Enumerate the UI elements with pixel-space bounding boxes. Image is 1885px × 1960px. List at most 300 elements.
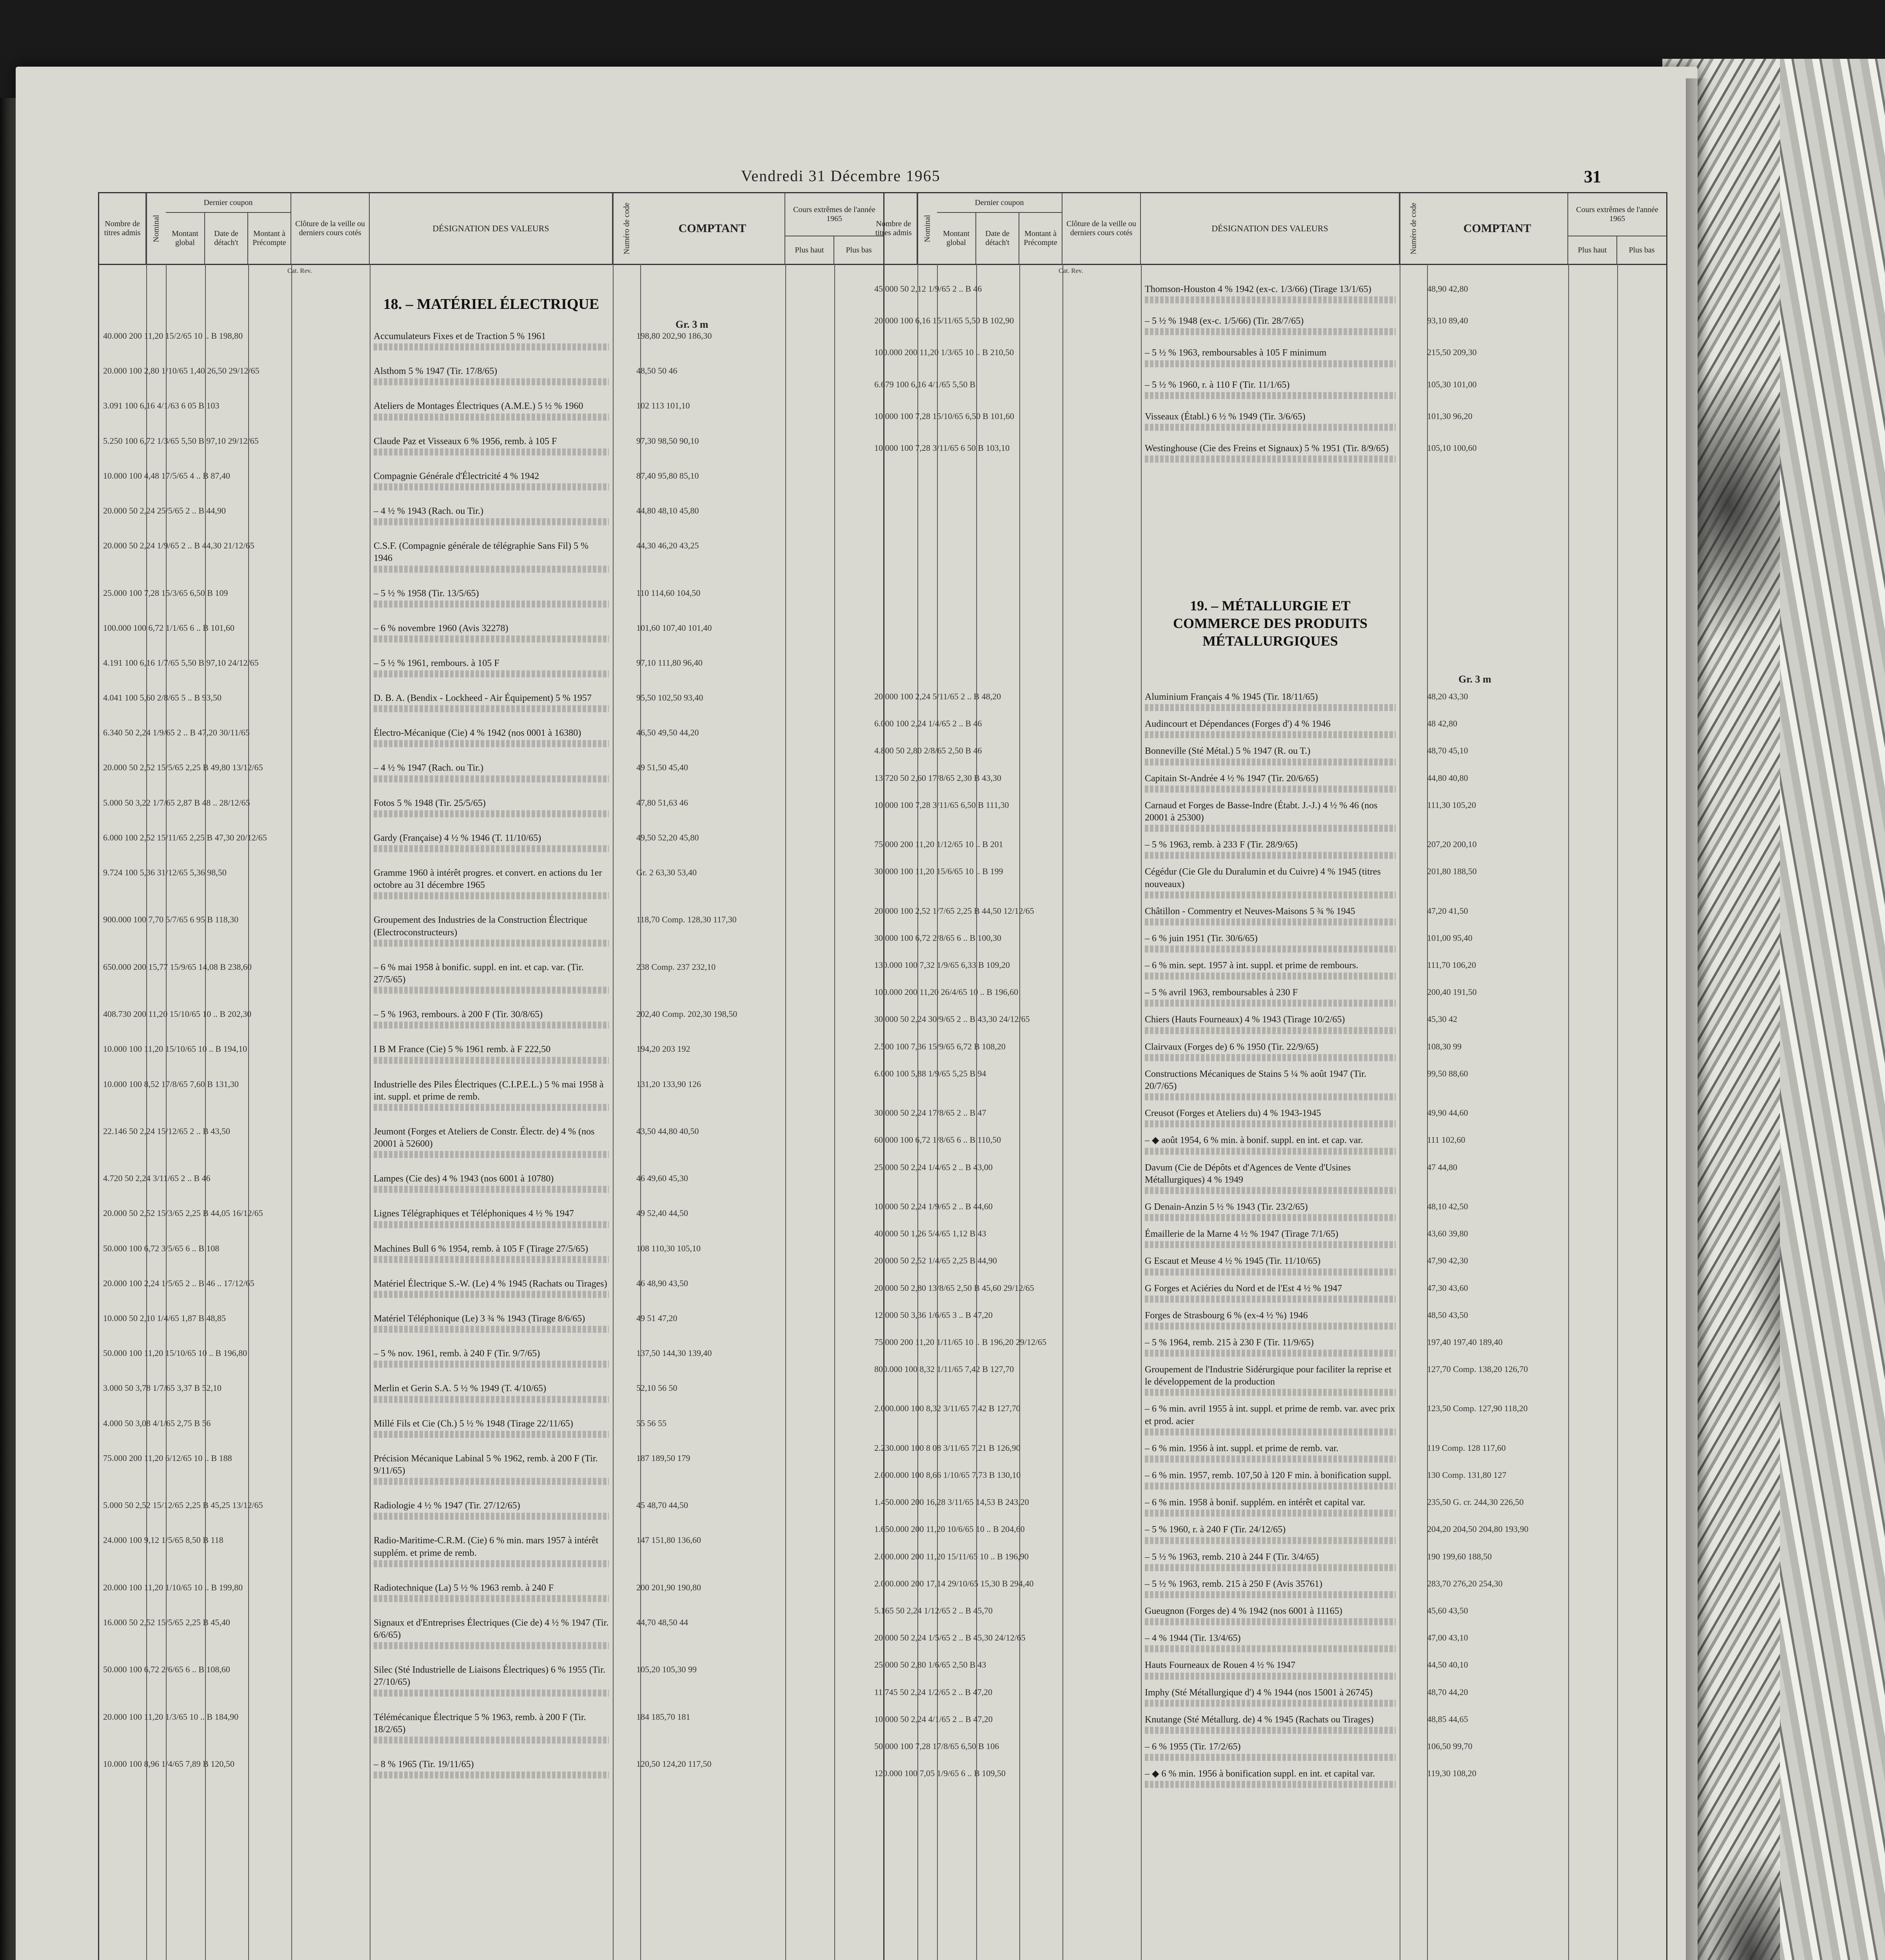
entry-coupon-figures: 2.000.000 200 17,14 29/10/65 15,30 B 294,40 <box>874 1578 1034 1588</box>
entry-designation: Clairvaux (Forges de) 6 % 1950 (Tir. 22/9/65) <box>1145 1042 1318 1052</box>
entry-quotes: 105,30 101,00 <box>1427 379 1477 389</box>
entry-coupon-figures: 20.000 50 2,24 1/5/65 2 .. B 45,30 24/12/65 <box>874 1633 1026 1643</box>
entry-fine-print <box>1145 946 1396 953</box>
entry-quotes: 49 52,40 44,50 <box>636 1208 688 1218</box>
entry-coupon-figures: 20.000 100 6,16 15/11/65 5,50 B 102,90 <box>874 316 1014 326</box>
entry-fine-print <box>1145 1350 1396 1357</box>
entry-quotes: 48,90 42,80 <box>1427 284 1468 294</box>
entry-designation: Merlin et Gerin S.A. 5 ½ % 1949 (T. 4/10/65) <box>374 1383 547 1394</box>
section-title-line-3: MÉTALLURGIQUES <box>1202 633 1338 649</box>
entry-fine-print <box>374 1104 609 1111</box>
ledger-page <box>16 67 1698 1960</box>
header-plus-bas: Plus bas <box>846 245 872 254</box>
entry-quotes: 111,30 105,20 <box>1427 800 1476 810</box>
entry-quotes: 131,20 133,90 126 <box>636 1079 701 1089</box>
page-date: Vendredi 31 Décembre 1965 <box>741 167 941 185</box>
entry-coupon-figures: 800.000 100 8,32 1/11/65 7,42 B 127,70 <box>874 1364 1014 1374</box>
security-entry <box>103 365 677 385</box>
entry-quotes: 44,50 40,10 <box>1427 1660 1468 1670</box>
entry-fine-print <box>374 940 609 947</box>
entry-designation: Chiers (Hauts Fourneaux) 4 % 1943 (Tirage 10/2/65) <box>1145 1014 1345 1025</box>
security-entry <box>103 1348 712 1368</box>
entry-quotes: 48,85 44,65 <box>1427 1714 1468 1724</box>
entry-coupon-figures: 30.000 50 2,24 30/9/65 2 .. B 43,30 24/12/65 <box>874 1014 1030 1024</box>
entry-designation: Ateliers de Montages Électriques (A.M.E.) 5 ½ % 1960 <box>374 401 583 412</box>
entry-fine-print <box>374 1186 609 1193</box>
entry-coupon-figures: 900.000 100 7,70 5/7/65 6 95 B 118,30 <box>103 915 239 925</box>
entry-quotes: 198,80 202,90 186,30 <box>636 331 712 341</box>
entry-designation: Cégédur (Cie Gle du Duralumin et du Cuivre) 4 % 1945 (titres nouveaux) <box>1145 867 1381 889</box>
entry-coupon-figures: 24.000 100 9,12 1/5/65 8,50 B 118 <box>103 1535 223 1545</box>
entry-designation: – 5 ½ % 1963, remb. 210 à 244 F (Tir. 3/4/65) <box>1145 1552 1319 1562</box>
entry-coupon-figures: 30.000 100 11,20 15/6/65 10 .. B 199 <box>874 866 1003 877</box>
right-table-header <box>870 193 1666 265</box>
entry-coupon-figures: 75.000 200 11,20 1/12/65 10 .. B 201 <box>874 839 1003 849</box>
entry-designation: C.S.F. (Compagnie générale de télégraphie Sans Fil) 5 % 1946 <box>374 541 588 564</box>
entry-fine-print <box>1145 1214 1396 1221</box>
entry-fine-print <box>1145 1537 1396 1544</box>
entry-quotes: 204,20 204,50 204,80 193,90 <box>1427 1524 1529 1534</box>
entry-quotes: 201,80 188,50 <box>1427 866 1477 877</box>
entry-fine-print <box>374 1221 609 1228</box>
entry-quotes: 44,80 40,80 <box>1427 773 1468 783</box>
subheader-cat-rev: Cat. Rev. <box>287 267 312 274</box>
entry-fine-print <box>1145 852 1396 859</box>
entry-coupon-figures: 40.000 200 11,20 15/2/65 10 .. B 198,80 <box>103 331 243 341</box>
security-entry <box>874 1578 1503 1598</box>
entry-quotes: 238 Comp. 237 232,10 <box>636 962 716 972</box>
entry-quotes: 119 Comp. 128 117,60 <box>1427 1443 1506 1453</box>
entry-fine-print <box>374 378 609 385</box>
security-entry <box>874 1768 1476 1788</box>
entry-fine-print <box>1145 786 1396 793</box>
entry-fine-print <box>374 1057 609 1064</box>
entry-quotes: 120,50 124,20 117,50 <box>636 1759 712 1769</box>
entry-fine-print <box>1145 973 1396 980</box>
entry-fine-print <box>1145 360 1396 367</box>
entry-designation: Électro-Mécanique (Cie) 4 % 1942 (nos 0001 à 16380) <box>374 728 581 739</box>
entry-coupon-figures: 20.000 100 11,20 1/10/65 10 .. B 199,80 <box>103 1582 243 1592</box>
security-entry <box>874 1687 1468 1707</box>
entry-quotes: 47,20 41,50 <box>1427 906 1468 916</box>
right-listing-table <box>870 192 1667 1960</box>
entry-quotes: 111,70 106,20 <box>1427 960 1476 970</box>
entry-quotes: 49,50 52,20 45,80 <box>636 832 699 842</box>
header-cloture-right: Clôture de la veille ou derniers cours cotés <box>1062 193 1141 264</box>
entry-quotes: 49 51 47,20 <box>636 1313 677 1323</box>
entry-coupon-figures: 130.000 100 7,32 1/9/65 6,33 B 109,20 <box>874 960 1010 970</box>
entry-quotes: 202,40 Comp. 202,30 198,50 <box>636 1009 737 1019</box>
security-entry <box>103 762 688 782</box>
header-plus-bas-right: Plus bas <box>1629 245 1655 254</box>
entry-quotes: 215,50 209,30 <box>1427 347 1477 358</box>
entry-coupon-figures: 10.000 100 4,48 17/5/65 4 .. B 87,40 <box>103 470 230 481</box>
header-cours-extremes-right: Cours extrêmes de l'année 1965 <box>1568 193 1666 236</box>
security-entry <box>103 1500 688 1520</box>
header-numero-code-right: Numéro de code <box>1400 193 1427 264</box>
entry-fine-print <box>1145 1618 1396 1625</box>
security-entry <box>103 1044 690 1063</box>
entry-designation: Alsthom 5 % 1947 (Tir. 17/8/65) <box>374 366 498 377</box>
entry-fine-print <box>1145 1700 1396 1707</box>
entry-quotes: 47,90 42,30 <box>1427 1256 1468 1266</box>
entry-quotes: 187 189,50 179 <box>636 1453 690 1463</box>
entry-designation: I B M France (Cie) 5 % 1961 remb. à F 222,50 <box>374 1044 551 1055</box>
header-designation: DÉSIGNATION DES VALEURS <box>370 193 613 264</box>
entry-designation: – 8 % 1965 (Tir. 19/11/65) <box>374 1759 474 1769</box>
entry-coupon-figures: 20.000 100 11,20 1/3/65 10 .. B 184,90 <box>103 1711 239 1722</box>
entry-coupon-figures: 5.000 50 3,22 1/7/65 2,87 B 48 .. 28/12/65 <box>103 797 250 808</box>
security-entry <box>103 505 699 525</box>
security-entry <box>874 1364 1528 1396</box>
security-entry <box>874 1201 1468 1221</box>
entry-designation: Lignes Télégraphiques et Téléphoniques 4 ½ % 1947 <box>374 1209 574 1219</box>
entry-designation: Davum (Cie de Dépôts et d'Agences de Vente d'Usines Métallurgiques) 4 % 1949 <box>1145 1162 1351 1185</box>
entry-coupon-figures: 20.000 50 2,52 15/5/65 2,25 B 49,80 13/12/65 <box>103 762 263 773</box>
entry-fine-print <box>374 566 609 573</box>
entry-fine-print <box>374 1595 609 1602</box>
entry-fine-print <box>374 1513 609 1520</box>
security-entry <box>874 379 1477 399</box>
entry-quotes: 101,00 95,40 <box>1427 933 1473 943</box>
security-entry <box>103 797 688 817</box>
security-entry <box>874 1632 1468 1652</box>
entry-coupon-figures: 4.191 100 6,16 1/7/65 5,50 B 97,10 24/12/65 <box>103 657 259 668</box>
security-entry <box>103 470 699 490</box>
entry-coupon-figures: 25.000 100 7,28 15/3/65 6,50 B 109 <box>103 588 228 598</box>
security-entry <box>874 1041 1462 1061</box>
entry-quotes: 48,50 43,50 <box>1427 1310 1468 1320</box>
entry-fine-print <box>1145 1645 1396 1652</box>
entry-coupon-figures: 100.000 100 6,72 1/1/65 6 .. B 101,60 <box>103 622 234 633</box>
entry-designation: – ◆ août 1954, 6 % min. à bonif. suppl. en int. et cap. var. <box>1145 1135 1363 1146</box>
entry-coupon-figures: 20.000 100 2,24 1/5/65 2 .. B 46 .. 17/12/65 <box>103 1278 254 1288</box>
entry-coupon-figures: 100.000 200 11,20 26/4/65 10 .. B 196,60 <box>874 987 1019 997</box>
entry-quotes: 49 51,50 45,40 <box>636 762 688 773</box>
entry-fine-print <box>374 1396 609 1403</box>
security-entry <box>103 1079 701 1111</box>
entry-quotes: 137,50 144,30 139,40 <box>636 1348 712 1358</box>
entry-fine-print <box>374 343 609 350</box>
entry-coupon-figures: 2.000.000 100 8,32 3/11/65 7,42 B 127,70 <box>874 1403 1021 1414</box>
entry-fine-print <box>1145 1000 1396 1007</box>
entry-designation: Télémécanique Électrique 5 % 1963, remb. à 200 F (Tir. 18/2/65) <box>374 1712 586 1735</box>
entry-coupon-figures: 20.000 100 2,52 1/7/65 2,25 B 44,50 12/12/65 <box>874 906 1034 916</box>
entry-coupon-figures: 10.000 100 7,28 3/11/65 6,50 B 111,30 <box>874 800 1009 810</box>
header-plus-haut: Plus haut <box>785 236 834 264</box>
entry-coupon-figures: 4.041 100 5,60 2/8/65 5 .. B 93,50 <box>103 693 222 703</box>
entry-coupon-figures: 30.000 50 2,24 17/8/65 2 .. B 47 <box>874 1108 986 1118</box>
security-entry <box>874 745 1468 765</box>
entry-designation: – 6 % min. 1957, remb. 107,50 à 120 F min. à bonification suppl. <box>1145 1470 1391 1481</box>
entry-designation: G Escaut et Meuse 4 ½ % 1945 (Tir. 11/10/65) <box>1145 1256 1321 1267</box>
header-dernier-coupon-right: Dernier coupon <box>937 193 1062 213</box>
security-entry <box>874 718 1457 738</box>
entry-coupon-figures: 16.000 50 2,52 15/5/65 2,25 B 45,40 <box>103 1617 230 1627</box>
security-entry <box>874 960 1476 980</box>
security-entry <box>874 1605 1468 1625</box>
entry-designation: Signaux et d'Entreprises Électriques (Cie de) 4 ½ % 1947 (Tir. 6/6/65) <box>374 1617 609 1641</box>
entry-coupon-figures: 9.724 100 5,36 31/12/65 5,36 98,50 <box>103 867 227 877</box>
security-entry <box>874 906 1468 926</box>
section-title-line-1: 19. – MÉTALLURGIE ET <box>1190 598 1351 613</box>
entry-quotes: 99,50 88,60 <box>1427 1068 1468 1078</box>
entry-quotes: 108,30 99 <box>1427 1041 1462 1051</box>
entry-designation: – 5 ½ % 1963, remboursables à 105 F minimum <box>1145 348 1327 358</box>
entry-designation: Châtillon - Commentry et Neuves-Maisons 5 ¾ % 1945 <box>1145 906 1355 916</box>
entry-quotes: 108 110,30 105,10 <box>636 1243 701 1253</box>
entry-quotes: 49,90 44,60 <box>1427 1108 1468 1118</box>
entry-fine-print <box>1145 1455 1396 1463</box>
entry-designation: – 5 ½ % 1961, rembours. à 105 F <box>374 658 499 668</box>
entry-quotes: 110 114,60 104,50 <box>636 588 701 598</box>
entry-fine-print <box>1145 1241 1396 1248</box>
header-montant-global-right: Montant global <box>937 213 976 264</box>
entry-fine-print <box>374 518 609 525</box>
security-entry <box>874 1068 1468 1100</box>
entry-quotes: 197,40 197,40 189,40 <box>1427 1337 1503 1347</box>
entry-designation: – 5 % nov. 1961, remb. à 240 F (Tir. 9/7/65) <box>374 1348 540 1359</box>
entry-coupon-figures: 6.679 100 6,16 4/1/65 5,50 B <box>874 379 975 389</box>
entry-fine-print <box>374 1326 609 1333</box>
entry-designation: – 5 % 1963, remb. à 233 F (Tir. 28/9/65) <box>1145 840 1298 850</box>
entry-designation: Précision Mécanique Labinal 5 % 1962, remb. à 200 F (Tir. 9/11/65) <box>374 1453 598 1476</box>
header-montant-precompte: Montant à Précompte <box>248 213 291 264</box>
entry-designation: Gardy (Française) 4 ½ % 1946 (T. 11/10/65) <box>374 833 541 843</box>
section-title-metallurgie <box>1141 597 1400 650</box>
entry-coupon-figures: 100.000 200 11,20 1/3/65 10 .. B 210,50 <box>874 347 1014 358</box>
header-date-detach-right: Date de détach't <box>976 213 1019 264</box>
entry-designation: Audincourt et Dépendances (Forges d') 4 % 1946 <box>1145 719 1331 730</box>
entry-quotes: 106,50 99,70 <box>1427 1741 1473 1751</box>
entry-quotes: 46,50 49,50 44,20 <box>636 728 699 738</box>
entry-designation: – 5 % 1963, rembours. à 200 F (Tir. 30/8/65) <box>374 1009 543 1020</box>
entry-fine-print <box>1145 1754 1396 1761</box>
entry-coupon-figures: 25.000 50 2,80 1/6/65 2,50 B 43 <box>874 1660 986 1670</box>
security-entry <box>874 1470 1507 1490</box>
entry-designation: Imphy (Sté Métallurgique d') 4 % 1944 (nos 15001 à 26745) <box>1145 1687 1373 1698</box>
entry-coupon-figures: 4.000 50 3,08 4/1/65 2,75 B 56 <box>103 1418 211 1428</box>
entry-designation: Westinghouse (Cie des Freins et Signaux) 5 % 1951 (Tir. 8/9/65) <box>1145 443 1389 454</box>
security-entry <box>103 1009 737 1029</box>
entry-fine-print <box>1145 424 1396 431</box>
security-entry <box>874 1659 1468 1679</box>
entry-fine-print <box>1145 1591 1396 1598</box>
security-entry <box>874 1741 1473 1761</box>
left-entries-list <box>103 330 737 1793</box>
entry-quotes: 45,60 43,50 <box>1427 1605 1468 1615</box>
entry-coupon-figures: 5.165 50 2,24 1/12/65 2 .. B 45,70 <box>874 1605 993 1615</box>
security-entry <box>874 1443 1506 1463</box>
entry-coupon-figures: 10.000 100 7,28 15/10/65 6,50 B 101,60 <box>874 411 1014 421</box>
entry-coupon-figures: 3.000 50 3,78 1/7/65 3,37 B 52,10 <box>103 1383 222 1393</box>
entry-coupon-figures: 408.730 200 11,20 15/10/65 10 .. B 202,30 <box>103 1009 252 1019</box>
entry-designation: Constructions Mécaniques de Stains 5 ¼ % août 1947 (Tir. 20/7/65) <box>1145 1069 1367 1091</box>
security-entry <box>874 1283 1468 1303</box>
entry-quotes: 47 44,80 <box>1427 1162 1457 1172</box>
entry-quotes: 118,70 Comp. 128,30 117,30 <box>636 915 737 925</box>
security-entry <box>103 1418 666 1438</box>
entry-quotes: 97,30 98,50 90,10 <box>636 436 699 446</box>
security-entry <box>103 1208 688 1228</box>
entry-quotes: 44,70 48,50 44 <box>636 1617 688 1627</box>
entry-fine-print <box>1145 759 1396 766</box>
entry-coupon-figures: 2.500 100 7,36 15/9/65 6,72 B 108,20 <box>874 1041 1006 1051</box>
entry-designation: – 5 % avril 1963, remboursables à 230 F <box>1145 987 1298 998</box>
entry-designation: – 6 % mai 1958 à bonific. suppl. en int. et cap. var. (Tir. 27/5/65) <box>374 962 584 985</box>
entry-fine-print <box>374 1771 609 1779</box>
entry-coupon-figures: 25.000 50 2,24 1/4/65 2 .. B 43,00 <box>874 1162 993 1172</box>
entry-quotes: 48 42,80 <box>1427 719 1457 729</box>
entry-quotes: 48,50 50 46 <box>636 366 677 376</box>
security-entry <box>874 1162 1457 1194</box>
security-entry <box>874 987 1477 1007</box>
entry-fine-print <box>374 775 609 782</box>
header-date-detach: Date de détach't <box>205 213 248 264</box>
entry-fine-print <box>374 635 609 642</box>
entry-coupon-figures: 75.000 200 11,20 6/12/65 10 .. B 188 <box>103 1453 232 1463</box>
security-entry <box>874 1228 1468 1248</box>
security-entry <box>103 1617 688 1649</box>
entry-designation: Groupement de l'Industrie Sidérurgique pour faciliter la reprise et le développement de la production <box>1145 1365 1392 1387</box>
entry-coupon-figures: 6.340 50 2,24 1/9/65 2 .. B 47,20 30/11/65 <box>103 728 250 738</box>
header-montant-global: Montant global <box>166 213 205 264</box>
security-entry <box>103 1173 688 1193</box>
entry-quotes: 235,50 G. cr. 244,30 226,50 <box>1427 1497 1524 1507</box>
entry-coupon-figures: 11.745 50 2,24 1/2/65 2 .. B 47,20 <box>874 1687 993 1697</box>
entry-quotes: 123,50 Comp. 127,90 118,20 <box>1427 1403 1528 1414</box>
security-entry <box>874 1714 1468 1734</box>
entry-designation: Forges de Strasbourg 6 % (ex-4 ½ %) 1946 <box>1145 1310 1308 1321</box>
entry-quotes: 43,50 44,80 40,50 <box>636 1126 699 1136</box>
entry-quotes: 194,20 203 192 <box>636 1044 690 1054</box>
header-nombre-titres: Nombre de titres admis <box>99 193 146 264</box>
entry-quotes: 207,20 200,10 <box>1427 839 1477 849</box>
entry-designation: – 5 ½ % 1958 (Tir. 13/5/65) <box>374 588 479 599</box>
entry-designation: Machines Bull 6 % 1954, remb. à 105 F (Tirage 27/5/65) <box>374 1243 588 1254</box>
entry-designation: Lampes (Cie des) 4 % 1943 (nos 6001 à 10780) <box>374 1174 554 1184</box>
entry-designation: – 6 % 1955 (Tir. 17/2/65) <box>1145 1741 1241 1752</box>
entry-designation: Radiologie 4 ½ % 1947 (Tir. 27/12/65) <box>374 1501 520 1511</box>
security-entry <box>103 914 737 946</box>
header-cloture: Clôture de la veille ou derniers cours cotés <box>291 193 370 264</box>
entry-designation: – 4 ½ % 1947 (Rach. ou Tir.) <box>374 763 484 773</box>
entry-designation: Fotos 5 % 1948 (Tir. 25/5/65) <box>374 798 486 808</box>
right-entries-top-list <box>874 283 1477 474</box>
entry-quotes: 48,10 42,50 <box>1427 1201 1468 1211</box>
subheader-cat-rev-right: Cat. Rev. <box>1059 267 1083 274</box>
entry-designation: – 5 ½ % 1963, remb. 215 à 250 F (Avis 35761) <box>1145 1579 1322 1589</box>
entry-designation: – 6 % min. avril 1955 à int. suppl. et prime de remb. var. avec prix et prod. acier <box>1145 1404 1395 1426</box>
entry-designation: Bonneville (Sté Métal.) 5 % 1947 (R. ou T.) <box>1145 746 1311 757</box>
entry-fine-print <box>1145 1781 1396 1788</box>
entry-fine-print <box>374 892 609 899</box>
entry-coupon-figures: 30.000 100 6,72 2/8/65 6 .. B 100,30 <box>874 933 1001 943</box>
entry-designation: Radiotechnique (La) 5 ½ % 1963 remb. à 240 F <box>374 1583 554 1593</box>
entry-designation: G Forges et Aciéries du Nord et de l'Est 4 ½ % 1947 <box>1145 1283 1342 1294</box>
entry-designation: – 5 ½ % 1948 (ex-c. 1/5/66) (Tir. 28/7/65) <box>1145 316 1304 327</box>
entry-fine-print <box>1145 1389 1396 1396</box>
security-entry <box>103 436 699 456</box>
entry-fine-print <box>1145 825 1396 832</box>
entry-designation: Silec (Sté Industrielle de Liaisons Électriques) 6 % 1955 (Tir. 27/10/65) <box>374 1665 606 1688</box>
entry-quotes: 111 102,60 <box>1427 1135 1466 1145</box>
security-entry <box>874 933 1473 953</box>
security-entry <box>874 1337 1503 1357</box>
section-title-materiel-electrique: 18. – MATÉRIEL ÉLECTRIQUE <box>383 296 599 312</box>
security-entry <box>874 839 1477 859</box>
entry-designation: Gueugnon (Forges de) 4 % 1942 (nos 6001 à 11165) <box>1145 1606 1342 1616</box>
security-entry <box>103 1759 712 1779</box>
entry-designation: Émaillerie de la Marne 4 ½ % 1947 (Tirage 7/1/65) <box>1145 1229 1338 1240</box>
entry-fine-print <box>374 1737 609 1744</box>
entry-fine-print <box>374 1431 609 1438</box>
entry-fine-print <box>1145 328 1396 335</box>
entry-fine-print <box>374 810 609 817</box>
entry-coupon-figures: 75.000 200 11,20 1/11/65 10 .. B 196,20 29/12/65 <box>874 1337 1046 1347</box>
entry-coupon-figures: 10.000 100 7,28 3/11/65 6 50 B 103,10 <box>874 443 1010 453</box>
entry-coupon-figures: 2.000.000 200 11,20 15/11/65 10 .. B 196,90 <box>874 1551 1029 1561</box>
entry-quotes: 45 48,70 44,50 <box>636 1500 688 1510</box>
entry-designation: – 5 % 1964, remb. 215 à 230 F (Tir. 11/9/65) <box>1145 1337 1314 1348</box>
entry-fine-print <box>1145 1510 1396 1517</box>
security-entry <box>103 962 716 994</box>
left-group-label: Gr. 3 m <box>676 319 708 330</box>
entry-fine-print <box>374 1151 609 1158</box>
entry-fine-print <box>1145 1054 1396 1061</box>
entry-coupon-figures: 10.000 100 8,96 1/4/65 7,89 B 120,50 <box>103 1759 234 1769</box>
entry-coupon-figures: 20.000 50 2,80 13/8/65 2,50 B 45,60 29/12/65 <box>874 1283 1034 1293</box>
entry-quotes: 48,70 44,20 <box>1427 1687 1468 1697</box>
entry-coupon-figures: 1.450.000 200 16,28 3/11/65 14,53 B 243,20 <box>874 1497 1029 1507</box>
entry-designation: Matériel Téléphonique (Le) 3 ¾ % 1943 (Tirage 8/6/65) <box>374 1314 585 1324</box>
entry-quotes: 190 199,60 188,50 <box>1427 1551 1492 1561</box>
entry-designation: – 6 % min. sept. 1957 à int. suppl. et prime de rembours. <box>1145 960 1358 971</box>
entry-quotes: Gr. 2 63,30 53,40 <box>636 867 697 877</box>
entry-quotes: 102 113 101,10 <box>636 401 690 411</box>
entry-fine-print <box>1145 1148 1396 1155</box>
entry-coupon-figures: 12.000 50 3,36 1/6/65 3 .. B 47,20 <box>874 1310 993 1320</box>
header-dernier-coupon: Dernier coupon <box>166 193 291 213</box>
security-entry <box>103 1664 697 1696</box>
entry-coupon-figures: 20.000 50 2,52 15/3/65 2,25 B 44,05 16/12/65 <box>103 1208 263 1218</box>
entry-fine-print <box>374 670 609 677</box>
entry-fine-print <box>374 1256 609 1263</box>
entry-quotes: 43,60 39,80 <box>1427 1229 1468 1239</box>
entry-designation: – 5 ½ % 1960, r. à 110 F (Tir. 11/1/65) <box>1145 379 1290 390</box>
entry-quotes: 46 48,90 43,50 <box>636 1278 688 1288</box>
security-entry <box>874 1014 1457 1034</box>
security-entry <box>874 1551 1492 1571</box>
entry-coupon-figures: 3.091 100 6,16 4/1/63 6 05 B 103 <box>103 401 220 411</box>
security-entry <box>103 1453 690 1485</box>
security-entry <box>103 330 712 350</box>
entry-quotes: 45,30 42 <box>1427 1014 1457 1024</box>
entry-quotes: 95,50 102,50 93,40 <box>636 693 703 703</box>
entry-designation: Claude Paz et Visseaux 6 % 1956, remb. à 105 F <box>374 436 557 446</box>
security-entry <box>874 443 1477 463</box>
security-entry <box>103 400 690 420</box>
entry-coupon-figures: 20.000 100 2,24 5/11/65 2 .. B 48,20 <box>874 691 1001 701</box>
security-entry <box>103 1711 690 1744</box>
entry-fine-print <box>1145 1269 1396 1276</box>
header-nombre-titres-right: Nombre de titres admis <box>870 193 917 264</box>
left-table-header <box>99 193 883 265</box>
entry-coupon-figures: 10.000 50 2,24 1/9/65 2 .. B 44,60 <box>874 1201 993 1211</box>
entry-coupon-figures: 10.000 50 2,24 4/1/65 2 .. B 47,20 <box>874 1714 993 1724</box>
entry-fine-print <box>1145 392 1396 399</box>
entry-quotes: 130 Comp. 131,80 127 <box>1427 1470 1507 1480</box>
